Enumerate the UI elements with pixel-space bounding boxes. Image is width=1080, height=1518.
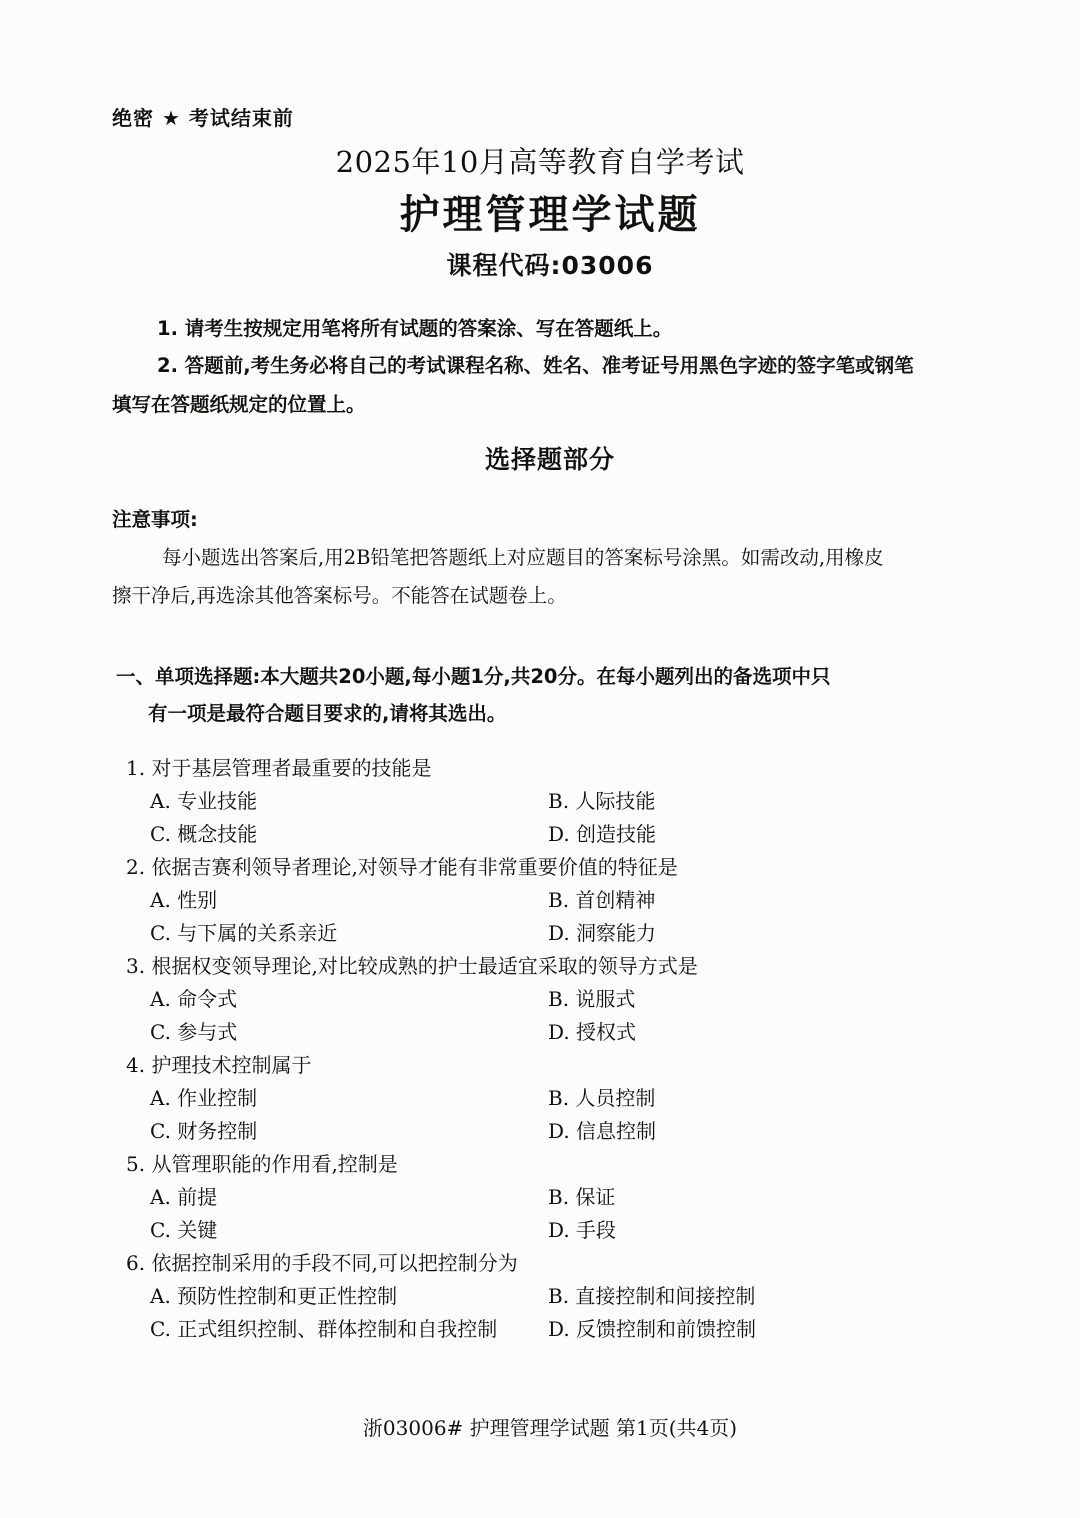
course-code: 课程代码:03006 [446,251,654,280]
option-d: D. 创造技能 [548,822,657,846]
option-a: A. 专业技能 [150,789,258,813]
option-c: C. 参与式 [150,1020,238,1044]
page-title: 护理管理学试题 [399,192,701,238]
option-a: A. 命令式 [150,987,238,1011]
option-b: B. 直接控制和间接控制 [548,1284,756,1308]
notice-body-line-1: 每小题选出答案后,用2B铅笔把答题纸上对应题目的答案标号涂黑。如需改动,用橡皮 [162,546,884,569]
section-title: 选择题部分 [484,445,615,474]
notice-body-line-2: 擦干净后,再选涂其他答案标号。不能答在试题卷上。 [112,584,567,607]
option-c: C. 财务控制 [150,1119,258,1143]
page-footer: 浙03006# 护理管理学试题 第1页(共4页) [362,1416,738,1440]
option-d: D. 反馈控制和前馈控制 [548,1317,757,1341]
instruction-2-continued: 填写在答题纸规定的位置上。 [112,393,366,416]
part-heading-line-1: 一、单项选择题:本大题共20小题,每小题1分,共20分。在每小题列出的备选项中只 [116,665,831,688]
question-stem: 1. 对于基层管理者最重要的技能是 [126,756,432,780]
question-stem: 3. 根据权变领导理论,对比较成熟的护士最适宜采取的领导方式是 [126,954,698,978]
part-heading-line-2: 有一项是最符合题目要求的,请将其选出。 [148,702,507,725]
notice-heading: 注意事项: [112,508,198,531]
option-b: B. 人际技能 [548,789,656,813]
question-stem: 4. 护理技术控制属于 [126,1053,312,1077]
instruction-1: 1. 请考生按规定用笔将所有试题的答案涂、写在答题纸上。 [157,317,673,340]
option-a: A. 预防性控制和更正性控制 [150,1284,398,1308]
option-b: B. 保证 [548,1185,616,1209]
exam-session-line: 2025年10月高等教育自学考试 [335,145,745,179]
secret-mark: 绝密 ★ 考试结束前 [112,106,294,130]
option-d: D. 手段 [548,1218,617,1242]
option-c: C. 概念技能 [150,822,258,846]
option-b: B. 人员控制 [548,1086,656,1110]
option-c: C. 与下属的关系亲近 [150,921,338,945]
option-d: D. 信息控制 [548,1119,657,1143]
option-c: C. 关键 [150,1218,218,1242]
option-b: B. 说服式 [548,987,636,1011]
instruction-2: 2. 答题前,考生务必将自己的考试课程名称、姓名、准考证号用黑色字迹的签字笔或钢笔 [157,354,914,377]
question-stem: 5. 从管理职能的作用看,控制是 [126,1152,398,1176]
option-a: A. 性别 [150,888,218,912]
question-stem: 2. 依据吉赛利领导者理论,对领导才能有非常重要价值的特征是 [126,855,678,879]
option-d: D. 授权式 [548,1020,637,1044]
option-a: A. 前提 [150,1185,218,1209]
option-b: B. 首创精神 [548,888,656,912]
option-c: C. 正式组织控制、群体控制和自我控制 [150,1317,498,1341]
question-stem: 6. 依据控制采用的手段不同,可以把控制分为 [126,1251,518,1275]
option-a: A. 作业控制 [150,1086,258,1110]
option-d: D. 洞察能力 [548,921,657,945]
